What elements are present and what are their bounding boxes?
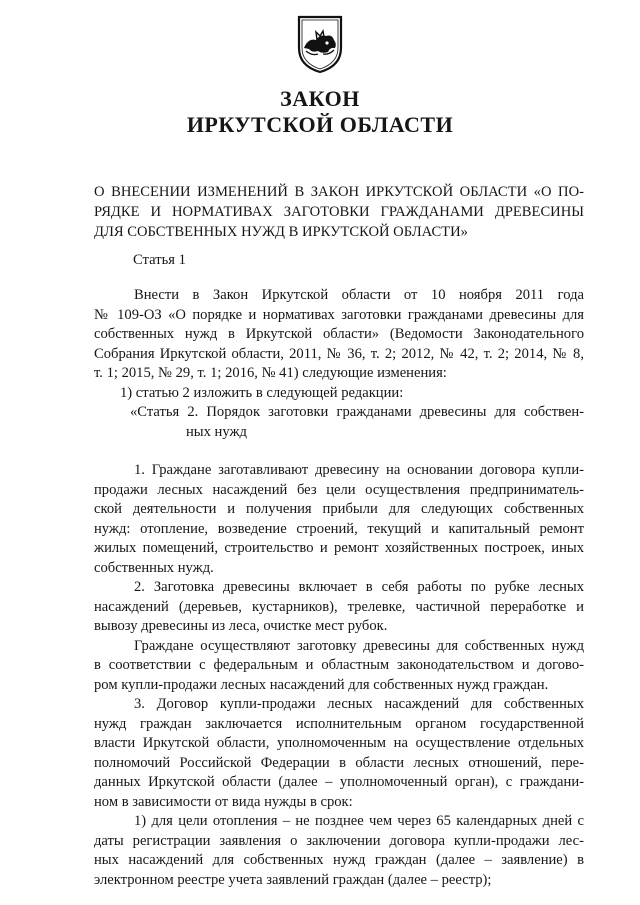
text-line: Граждане осуществляют заготовку древесины для собственных нужд <box>134 637 584 654</box>
coat-of-arms-icon <box>296 14 344 74</box>
law-subject <box>94 182 584 242</box>
article-heading: Статья 1 <box>133 252 186 268</box>
text-line: в соответствии с федеральным и областным законодательством и догово- <box>94 657 584 673</box>
text-line: полномочий Российской Федерации в области лесных отношений, пере- <box>94 754 584 771</box>
text-line: ных насаждений для собственных нужд граждан (далее – заявление) в <box>94 852 584 868</box>
subject-line: ДЛЯ СОБСТВЕННЫХ НУЖД В ИРКУТСКОЙ ОБЛАСТИ» <box>94 224 468 240</box>
text-line: «Статья 2. Порядок заготовки гражданами древесины для собствен- <box>130 404 584 420</box>
text-line: 1) для цели отопления – не позднее чем через 65 календарных дней с <box>134 813 584 829</box>
text-line: жилых помещений, строительство и ремонт хозяйственных построек, иных <box>94 540 584 556</box>
text-line: ром купли-продажи лесных насаждений для собственных нужд граждан. <box>94 676 549 693</box>
text-line: собственных нужд в Иркутской области» (Ведомости Законодательного <box>94 326 584 342</box>
subject-line: РЯДКЕ И НОРМАТИВАХ ЗАГОТОВКИ ГРАЖДАНАМИ ДРЕВЕСИНЫ <box>94 204 584 220</box>
text-line: Собрания Иркутской области, 2011, № 36, т. 2; 2012, № 42, т. 2; 2014, № 8, <box>94 345 584 362</box>
text-line: ном в зависимости от вида нужды в срок: <box>94 793 353 810</box>
text-line: данных Иркутской области (далее – уполномоченный орган), с граждани- <box>94 774 584 790</box>
text-line: нужд граждан заключается исполнительным органом государственной <box>94 715 584 732</box>
text-line: № 109-ОЗ «О порядке и нормативах заготовки гражданами древесины для <box>94 306 584 323</box>
article-body <box>94 461 584 890</box>
article-intro <box>94 286 584 442</box>
text-line: вывозу древесины из леса, очистке мест рубок. <box>94 618 388 634</box>
text-line: насаждений (деревьев, кустарников), трелевке, частичной переработке и <box>94 598 584 615</box>
text-line: ных нужд <box>186 423 247 440</box>
text-line: электронном реестре учета заявлений граждан (далее – реестр); <box>94 871 492 888</box>
text-line: 1. Граждане заготавливают древесину на основании договора купли- <box>134 462 584 478</box>
text-line: собственных нужд. <box>94 559 214 576</box>
text-line: т. 1; 2015, № 29, т. 1; 2016, № 41) следующие изменения: <box>94 365 447 381</box>
law-region-title: ИРКУТСКОЙ ОБЛАСТИ <box>186 112 454 137</box>
text-line: 2. Заготовка древесины включает в себя работы по рубке лесных <box>134 579 584 595</box>
text-line: Внести в Закон Иркутской области от 10 ноября 2011 года <box>134 287 584 303</box>
text-line: власти Иркутской области, уполномоченным на осуществление отдельных <box>94 735 584 751</box>
text-line: 3. Договор купли-продажи лесных насаждений для собственных <box>134 696 584 712</box>
text-line: 1) статью 2 изложить в следующей редакции: <box>120 384 404 401</box>
text-line: даты регистрации заявления о заключении договора купли-продажи лес- <box>94 832 584 849</box>
text-line: нужд: отопление, возведение строений, текущий и капитальный ремонт <box>94 520 584 537</box>
subject-line: О ВНЕСЕНИИ ИЗМЕНЕНИЙ В ЗАКОН ИРКУТСКОЙ ОБЛАСТИ «О ПО- <box>94 184 584 200</box>
text-line: ской деятельности и получения прибыли для следующих собственных <box>94 501 584 517</box>
law-title: ЗАКОН <box>280 86 360 111</box>
text-line: продажи лесных насаждений без цели осуществления предприниматель- <box>94 481 584 498</box>
